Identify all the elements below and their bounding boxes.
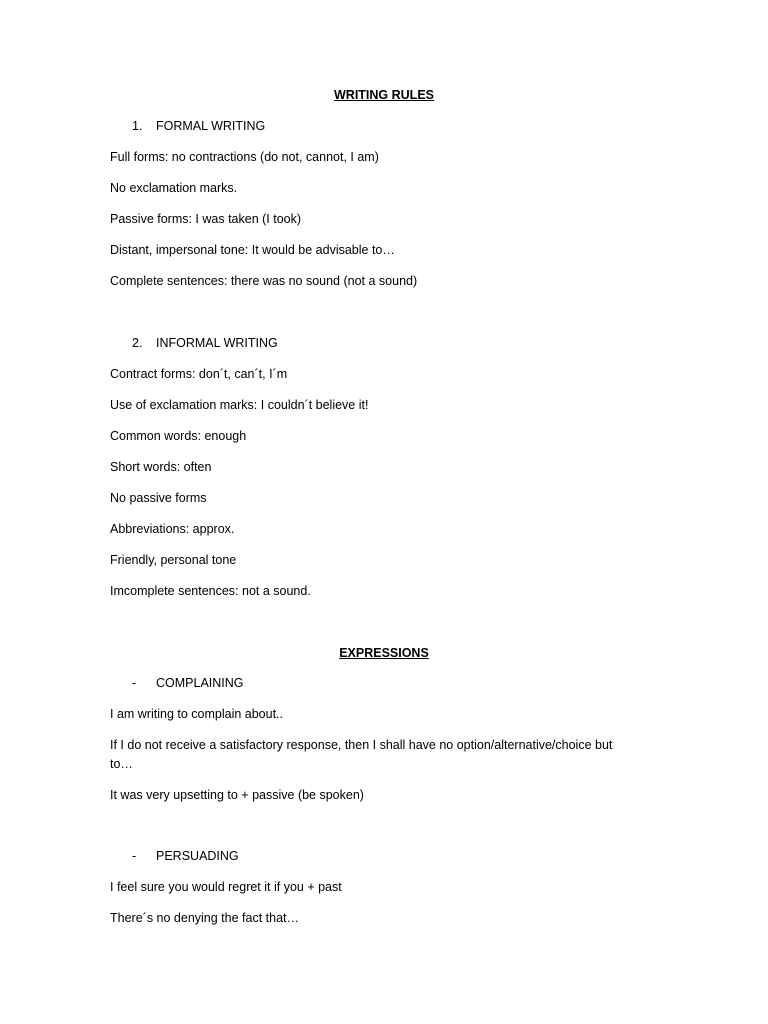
informal-item: Abbreviations: approx.	[110, 522, 235, 536]
formal-heading: FORMAL WRITING	[156, 119, 266, 133]
formal-marker: 1.	[132, 119, 143, 133]
complaining-item: It was very upsetting to + passive (be spoken)	[110, 788, 364, 802]
formal-item: Full forms: no contractions (do not, cannot, I am)	[110, 150, 379, 164]
informal-item: No passive forms	[110, 491, 207, 505]
persuading-heading: PERSUADING	[156, 849, 239, 863]
formal-item: Distant, impersonal tone: It would be advisable to…	[110, 243, 395, 257]
informal-heading: INFORMAL WRITING	[156, 336, 278, 350]
persuading-item: There´s no denying the fact that…	[110, 911, 299, 925]
complaining-heading: COMPLAINING	[156, 676, 244, 690]
title-expressions: EXPRESSIONS	[339, 646, 429, 660]
informal-item: Common words: enough	[110, 429, 247, 443]
informal-item: Short words: often	[110, 460, 212, 474]
formal-item: Passive forms: I was taken (I took)	[110, 212, 302, 226]
informal-item: Imcomplete sentences: not a sound.	[110, 584, 311, 598]
formal-item: Complete sentences: there was no sound (not a sound)	[110, 274, 418, 288]
persuading-item: I feel sure you would regret it if you + past	[110, 880, 342, 894]
complaining-item: I am writing to complain about..	[110, 707, 283, 721]
complaining-marker: -	[132, 676, 137, 690]
complaining-item-continuation: to…	[110, 757, 133, 771]
informal-item: Contract forms: don´t, can´t, I´m	[110, 367, 288, 381]
complaining-item: If I do not receive a satisfactory response, then I shall have no option/alternative/choice but	[110, 738, 613, 752]
informal-item: Friendly, personal tone	[110, 553, 237, 567]
persuading-marker: -	[132, 849, 137, 863]
informal-item: Use of exclamation marks: I couldn´t believe it!	[110, 398, 369, 412]
title-writing-rules: WRITING RULES	[334, 88, 434, 102]
formal-item: No exclamation marks.	[110, 181, 238, 195]
informal-marker: 2.	[132, 336, 143, 350]
